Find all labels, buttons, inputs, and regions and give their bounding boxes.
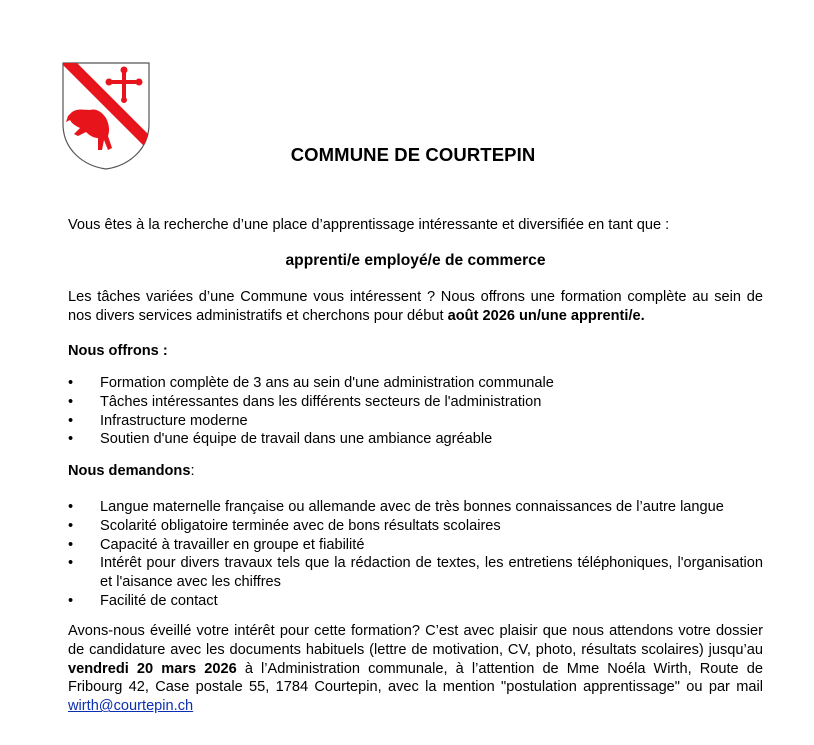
bullet-icon: • (68, 393, 74, 410)
bullet-icon: • (68, 499, 74, 515)
list-item: • Capacité à travailler en groupe et fiabilité (68, 536, 365, 553)
bullet-icon: • (68, 375, 74, 391)
bullet-icon: • (68, 536, 74, 553)
list-item: • Tâches intéressantes dans les différents secteurs de l'administration (68, 393, 542, 410)
description-bold: août 2026 un/une apprenti/e. (447, 307, 645, 324)
deadline-date: vendredi 20 mars 2026 (68, 660, 237, 677)
list-item: • Formation complète de 3 ans au sein d'une administration communale (68, 375, 554, 391)
list-item: • Soutien d'une équipe de travail dans une ambiance agréable (68, 431, 493, 448)
bullet-icon: • (68, 431, 74, 448)
demand-heading: Nous demandons: (68, 463, 195, 479)
page-title: COMMUNE DE COURTEPIN (290, 144, 536, 165)
description-text: Les tâches variées d’une Commune vous intéressent ? Nous offrons une formation complète au sein de nos divers services administratifs et cherchons pour début (68, 289, 763, 324)
intro-text: Vous êtes à la recherche d’une place d’apprentissage intéressante et diversifiée en tant que : (68, 217, 670, 233)
closing-paragraph: Avons-nous éveillé votre intérêt pour cette formation? C’est avec plaisir que nous attendons votre dossier de candidature avec les documents habituels (lettre de motivation, CV, photo, résultats scolaires) jusqu’au vendredi 20 mars 2026 à l’Administration communale, à l’attention de Mme Noéla Wirth, Route de Fribourg 42, Case postale 55, 1784 Courtepin, avec la mention "postulation apprentissage" ou par mail wirth@courtepin.ch (68, 623, 763, 715)
offer-list (68, 374, 763, 449)
offer-heading: Nous offrons : (68, 343, 168, 359)
bullet-icon: • (68, 555, 74, 572)
bullet-icon: • (68, 517, 74, 534)
bullet-icon: • (68, 592, 74, 609)
list-item: • Intérêt pour divers travaux tels que la rédaction de textes, les entretiens téléphoniques, l'organisation et l'aisance avec les chiffres (68, 555, 763, 591)
bullet-icon: • (68, 412, 74, 429)
email-link[interactable]: wirth@courtepin.ch (68, 698, 194, 715)
position-title: apprenti/e employé/e de commerce (285, 252, 546, 269)
list-item: • Facilité de contact (68, 592, 218, 609)
list-item: • Infrastructure moderne (68, 412, 248, 429)
list-item: • Scolarité obligatoire terminée avec de bons résultats scolaires (68, 517, 501, 534)
list-item: • Langue maternelle française ou allemande avec de très bonnes connaissances de l’autre langue (68, 499, 724, 515)
description-paragraph (68, 288, 763, 326)
demand-list (68, 498, 763, 611)
